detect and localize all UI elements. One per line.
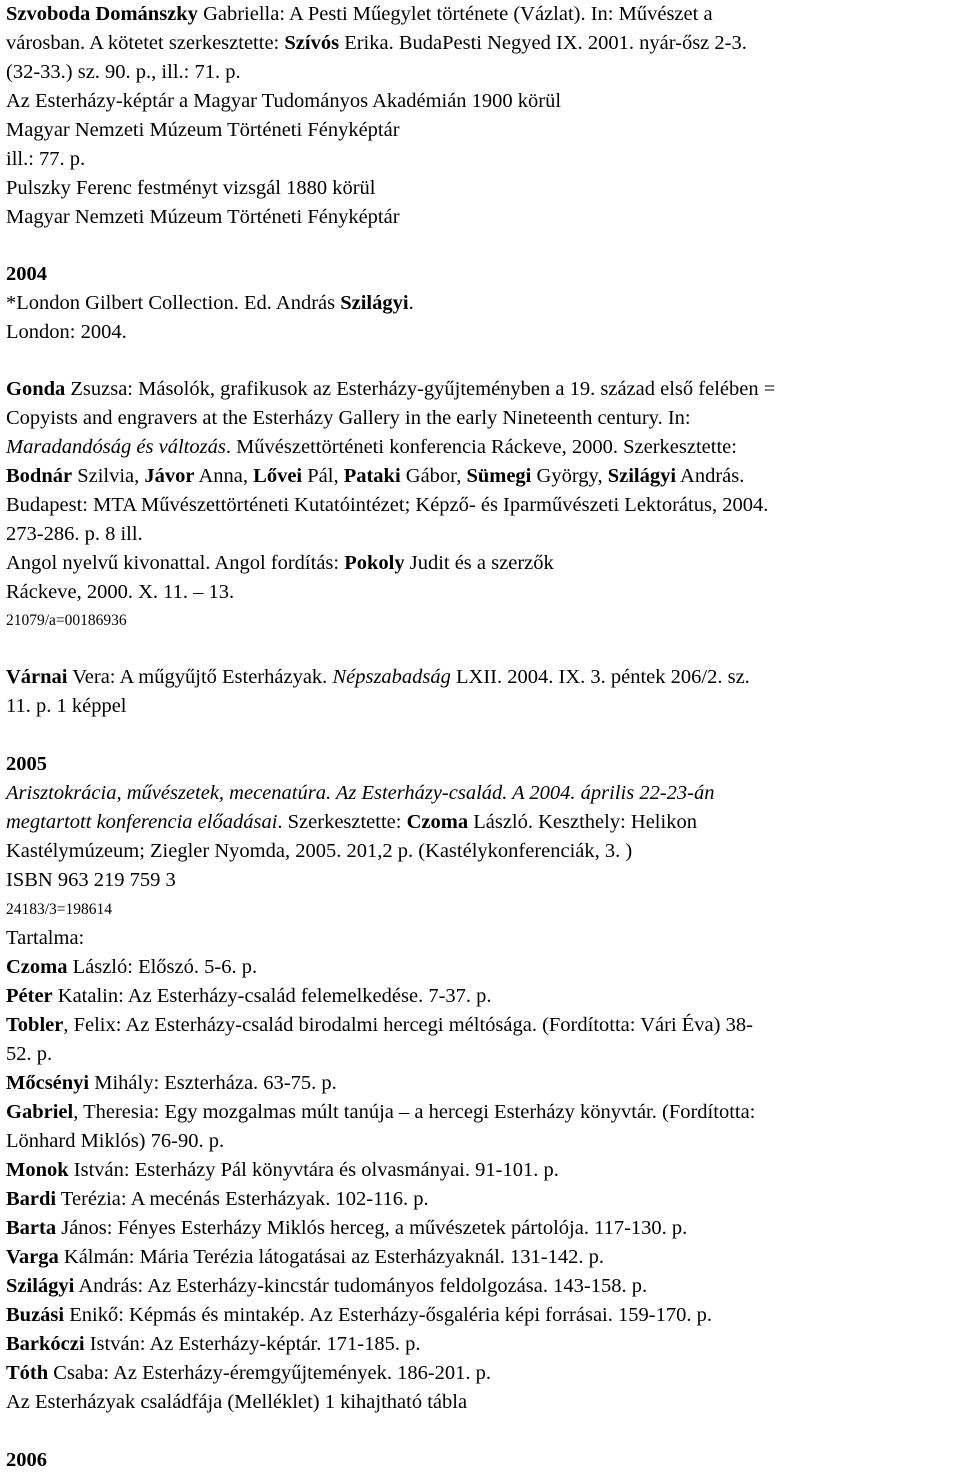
year-label: 2004 <box>6 263 47 285</box>
text-span: Gábor, <box>400 465 467 487</box>
contents-entry <box>6 1098 755 1127</box>
author-surname: Varga <box>6 1246 59 1268</box>
text-line <box>6 174 376 203</box>
text-line <box>6 779 715 808</box>
text-line <box>6 549 554 578</box>
publication-title: Arisztokrácia, művészetek, mecenatúra. Az Esterházy-család. A 2004. április 22-23-án <box>6 782 715 804</box>
text-span: János: Fényes Esterházy Miklós herceg, a művészetek pártolója. 117-130. p. <box>56 1217 688 1239</box>
text-span: György, <box>531 465 608 487</box>
text-span: LXII. 2004. IX. 3. péntek 206/2. sz. <box>450 666 750 688</box>
author-surname: Mőcsényi <box>6 1072 90 1094</box>
author-surname: Czoma <box>6 956 68 978</box>
text-span: Lönhard Miklós) 76-90. p. <box>6 1130 225 1152</box>
text-span: Pál, <box>302 465 344 487</box>
editor-surname: Pataki <box>343 465 401 487</box>
contents-entry <box>6 1156 559 1185</box>
editor-surname: Szilágyi <box>607 465 677 487</box>
text-line <box>6 1040 52 1069</box>
text-span: Mihály: Eszterháza. 63-75. p. <box>89 1072 337 1094</box>
text-span: Magyar Nemzeti Múzeum Történeti Fényképtár <box>6 206 400 228</box>
contents-entry <box>6 1359 491 1388</box>
year-heading <box>6 260 47 289</box>
contents-entry <box>6 982 492 1011</box>
text-line <box>6 58 241 87</box>
editor-surname: Czoma <box>406 811 469 833</box>
contents-entry <box>6 1272 647 1301</box>
contents-entry <box>6 953 257 982</box>
text-span: 21079/a=00186936 <box>6 612 127 629</box>
call-number <box>6 895 112 924</box>
text-line <box>6 289 414 318</box>
text-line <box>6 1127 224 1156</box>
author-surname: Tóth <box>6 1362 49 1384</box>
text-span: Kálmán: Mária Terézia látogatásai az Esterházyaknál. 131-142. p. <box>58 1246 604 1268</box>
text-line <box>6 145 85 174</box>
editor-surname: Jávor <box>144 465 195 487</box>
text-span: László: Előszó. 5-6. p. <box>67 956 258 978</box>
text-span: Pulszky Ferenc festményt vizsgál 1880 körül <box>6 177 376 199</box>
editor-surname: Lővei <box>253 465 303 487</box>
text-span: Budapest: MTA Művészettörténeti Kutatóintézet; Képző- és Iparművészeti Lektorátus, 2004. <box>6 494 769 516</box>
year-heading <box>6 1446 47 1475</box>
text-line <box>6 578 234 607</box>
author-surname: Tobler <box>6 1014 64 1036</box>
author-surname: Barkóczi <box>6 1333 85 1355</box>
contents-entry <box>6 1330 420 1359</box>
text-span: Katalin: Az Esterházy-család felemelkedése. 7-37. p. <box>52 985 492 1007</box>
contents-entry <box>6 1243 604 1272</box>
text-span: Ráckeve, 2000. X. 11. – 13. <box>6 581 235 603</box>
text-span: London: 2004. <box>6 321 127 343</box>
text-span: Terézia: A mecénás Esterházyak. 102-116. p. <box>56 1188 429 1210</box>
author-surname: Várnai <box>6 666 68 688</box>
text-line <box>6 692 127 721</box>
year-heading <box>6 750 47 779</box>
text-line <box>6 491 768 520</box>
author-surname: Szvoboda Dománszky <box>6 3 198 25</box>
text-line <box>6 203 400 232</box>
text-line <box>6 520 143 549</box>
text-span: Gabriella: A Pesti Műegylet története (Vázlat). In: Művészet a <box>197 3 713 25</box>
text-line <box>6 116 400 145</box>
text-span: Angol nyelvű kivonattal. Angol fordítás: <box>6 552 345 574</box>
publication-title: Népszabadság <box>332 666 451 688</box>
text-span: Anna, <box>194 465 254 487</box>
author-surname: Buzási <box>6 1304 65 1326</box>
text-span: István: Esterházy Pál könyvtára és olvasmányai. 91-101. p. <box>68 1159 559 1181</box>
contents-entry <box>6 1069 337 1098</box>
text-span: ill.: 77. p. <box>6 148 86 170</box>
text-span: (32-33.) sz. 90. p., ill.: 71. p. <box>6 61 241 83</box>
editor-surname: Szívós <box>284 32 340 54</box>
author-surname: Bardi <box>6 1188 57 1210</box>
text-span: Az Esterházyak családfája (Melléklet) 1 kihajtható tábla <box>6 1391 468 1413</box>
text-line <box>6 663 750 692</box>
contents-entry <box>6 1301 712 1330</box>
text-span: Vera: A műgyűjtő Esterházyak. <box>67 666 333 688</box>
text-span: . Szerkesztette: <box>277 811 407 833</box>
text-span: Tartalma: <box>6 927 85 949</box>
text-line <box>6 433 737 462</box>
text-span: Csaba: Az Esterházy-éremgyűjtemények. 186-201. p. <box>48 1362 492 1384</box>
text-span: 11. p. 1 képpel <box>6 695 127 717</box>
text-span: 52. p. <box>6 1043 53 1065</box>
text-span: , Theresia: Egy mozgalmas múlt tanúja – a hercegi Esterházy könyvtár. (Fordította: <box>73 1101 756 1123</box>
text-span: Magyar Nemzeti Múzeum Történeti Fényképtár <box>6 119 400 141</box>
text-span: *London Gilbert Collection. Ed. András <box>6 292 341 314</box>
text-span: ISBN 963 219 759 3 <box>6 869 176 891</box>
text-span: . Művészettörténeti konferencia Ráckeve, 2000. Szerkesztette: <box>225 436 737 458</box>
text-span: 24183/3=198614 <box>6 901 113 918</box>
text-span: Zsuzsa: Másolók, grafikusok az Esterházy-gyűjteményben a 19. század első felében = <box>65 378 776 400</box>
text-span: Kastélymúzeum; Ziegler Nyomda, 2005. 201,2 p. (Kastélykonferenciák, 3. ) <box>6 840 633 862</box>
text-line <box>6 87 561 116</box>
call-number <box>6 606 127 635</box>
text-line <box>6 375 775 404</box>
text-line <box>6 808 697 837</box>
editor-surname: Szilágyi <box>340 292 409 314</box>
author-surname: Gabriel <box>6 1101 74 1123</box>
text-line <box>6 1388 467 1417</box>
editor-surname: Bodnár <box>6 465 73 487</box>
author-surname: Gonda <box>6 378 66 400</box>
text-span: Szilvia, <box>72 465 145 487</box>
text-span: . <box>408 292 414 314</box>
text-line <box>6 404 691 433</box>
text-line <box>6 837 632 866</box>
text-span: László. Keszthely: Helikon <box>468 811 697 833</box>
text-span: városban. A kötetet szerkesztette: <box>6 32 285 54</box>
author-surname: Szilágyi <box>6 1275 75 1297</box>
publication-title: megtartott konferencia előadásai <box>6 811 278 833</box>
text-line <box>6 866 176 895</box>
contents-entry <box>6 1185 429 1214</box>
text-span: , Felix: Az Esterházy-család birodalmi hercegi méltósága. (Fordította: Vári Éva) 38- <box>63 1014 753 1036</box>
text-line <box>6 29 747 58</box>
contents-label <box>6 924 84 953</box>
publication-title: Maradandóság és változás <box>6 436 226 458</box>
text-span: Enikő: Képmás és mintakép. Az Esterházy-ősgaléria képi forrásai. 159-170. p. <box>64 1304 712 1326</box>
contents-entry <box>6 1011 753 1040</box>
text-span: Judit és a szerzők <box>404 552 554 574</box>
year-label: 2005 <box>6 753 47 775</box>
text-span: András. <box>676 465 745 487</box>
editor-surname: Sümegi <box>466 465 532 487</box>
text-line <box>6 462 744 491</box>
author-surname: Péter <box>6 985 53 1007</box>
contents-entry <box>6 1214 687 1243</box>
author-surname: Barta <box>6 1217 57 1239</box>
author-surname: Monok <box>6 1159 69 1181</box>
translator-surname: Pokoly <box>344 552 405 574</box>
text-line <box>6 318 127 347</box>
text-span: András: Az Esterházy-kincstár tudományos feldolgozása. 143-158. p. <box>74 1275 648 1297</box>
text-line <box>6 0 713 29</box>
year-label: 2006 <box>6 1449 47 1471</box>
text-span: Erika. BudaPesti Negyed IX. 2001. nyár-ősz 2-3. <box>339 32 747 54</box>
text-span: 273-286. p. 8 ill. <box>6 523 143 545</box>
text-span: Copyists and engravers at the Esterházy Gallery in the early Nineteenth century. In: <box>6 407 691 429</box>
text-span: Az Esterházy-képtár a Magyar Tudományos Akadémián 1900 körül <box>6 90 562 112</box>
text-span: István: Az Esterházy-képtár. 171-185. p. <box>84 1333 421 1355</box>
